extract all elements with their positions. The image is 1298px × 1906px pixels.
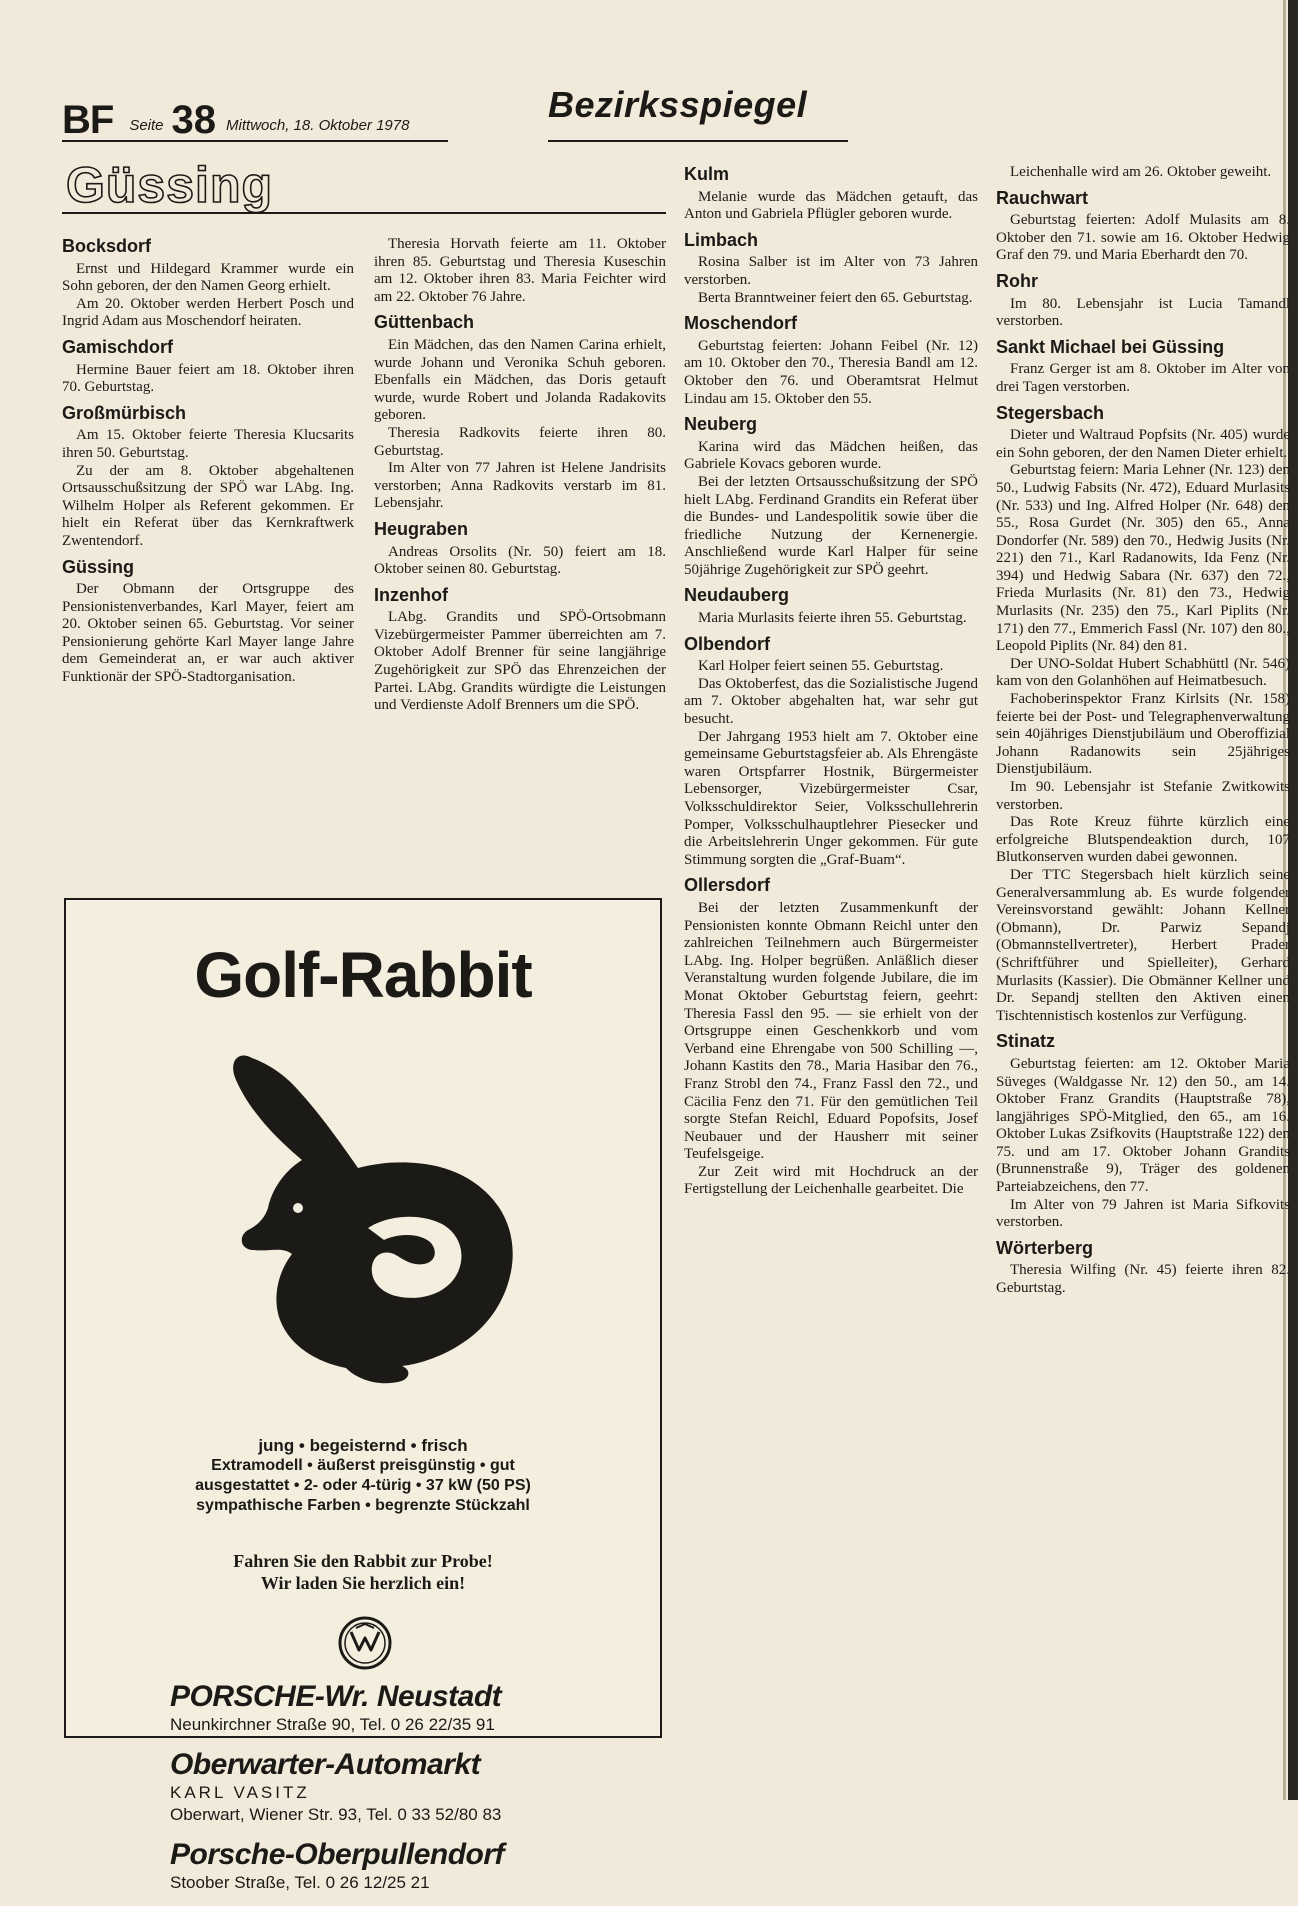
news-paragraph: Ernst und Hildegard Krammer wurde ein Sohn geboren, der den Namen Georg erhielt.: [62, 260, 354, 295]
village-heading-grossmuerbisch: Großmürbisch: [62, 402, 187, 423]
column-2: [374, 236, 666, 715]
village-heading-inzenhof: Inzenhof: [374, 584, 448, 605]
dealer-list: [170, 1680, 640, 1906]
news-paragraph: Rosina Salber ist im Alter von 73 Jahren verstorben.: [684, 254, 978, 288]
village-heading-kulm: Kulm: [684, 164, 729, 184]
column-4: [996, 164, 1290, 1298]
ad-cta-line: Fahren Sie den Rabbit zur Probe!: [233, 1551, 493, 1571]
header-rule: [62, 140, 448, 142]
news-paragraph: Das Rote Kreuz führte kürzlich eine erfolgreiche Blutspendeaktion durch, 107 Blutkonserven wurden dabei gewonnen.: [996, 814, 1290, 866]
news-paragraph: Der Jahrgang 1953 hielt am 7. Oktober eine gemeinsame Geburtstagsfeier ab. Als Ehrengäste waren Ortspfarrer Hostnik, Bürgermeister Lebensorger, Vizebürgermeister Csar, Volksschuldirektor Seier, Volksschullehrerin Pomper, Volksschulhauptlehrer Piesecker und die Arbeitslehrerin Unger gekommen. Für gute Stimmung sorgten die „Graf-Buam“.: [684, 728, 978, 868]
news-paragraph: Ein Mädchen, das den Namen Carina erhielt, wurde Johann und Veronika Schuh geboren. Ebenfalls ein Mädchen, das Doris getauft wurde, wurde Robert und Jolanda Radakovits geboren.: [374, 336, 666, 424]
news-paragraph: Der UNO-Soldat Hubert Schabhüttl (Nr. 546) kam von den Golanhöhen auf Heimatbesuch.: [996, 655, 1290, 690]
dealer-address: Stoober Straße, Tel. 0 26 12/25 21: [170, 1873, 430, 1892]
page-number: 38: [171, 98, 217, 142]
village-heading-gamischdorf: Gamischdorf: [62, 336, 174, 357]
dealer-name: Oberwarter-Automarkt: [170, 1748, 481, 1781]
news-paragraph: Theresia Wilfing (Nr. 45) feierte ihren 82. Geburtstag.: [996, 1262, 1290, 1297]
vw-logo-icon: [338, 1616, 392, 1670]
paper-logo: BF: [62, 98, 114, 142]
news-paragraph: LAbg. Grandits und SPÖ-Ortsobmann Vizebürgermeister Pammer überreichten am 7. Oktober Adolf Brenner für seine langjährige Zugehörigkeit zur SPÖ das Ehrenzeichen der Partei. LAbg. Grandits würdigte die Leistungen und Verdienste Adolf Brenners um die SPÖ.: [374, 609, 666, 714]
village-heading-rauchwart: Rauchwart: [996, 187, 1089, 208]
village-heading-guettenbach: Güttenbach: [374, 312, 475, 333]
news-paragraph: Karina wird das Mädchen heißen, das Gabriele Kovacs geboren wurde.: [684, 438, 978, 473]
news-paragraph: Das Oktoberfest, das die Sozialistische Jugend am 7. Oktober abgehalten hat, war sehr gut besucht.: [684, 675, 978, 728]
village-heading-guessing: Güssing: [62, 556, 135, 577]
village-heading-olbendorf: Olbendorf: [684, 633, 770, 654]
dealer-address: Neunkirchner Straße 90, Tel. 0 26 22/35 91: [170, 1715, 495, 1734]
ad-headline: Golf-Rabbit: [194, 939, 532, 1011]
news-paragraph: Zu der am 8. Oktober abgehaltenen Ortsausschußsitzung der SPÖ war LAbg. Ing. Wilhelm Holper als Referent gekommen. Er hielt ein Referat über das Kernkraftwerk Zwentendorf.: [62, 462, 354, 549]
dealer-entry: [170, 1748, 640, 1826]
ad-slogan: [66, 1436, 660, 1516]
news-paragraph: Karl Holper feiert seinen 55. Geburtstag.: [698, 658, 944, 675]
news-paragraph: Im Alter von 77 Jahren ist Helene Jandrisits verstorben; Anna Radkovits verstarb im 81. Lebensjahr.: [374, 460, 666, 512]
news-paragraph: Berta Branntweiner feiert den 65. Geburtstag.: [698, 289, 973, 306]
news-paragraph: Maria Murlasits feierte ihren 55. Geburtstag.: [698, 610, 967, 627]
news-paragraph: Bei der letzten Zusammenkunft der Pensionisten konnte Obmann Reichl unter den zahlreichen Teilnehmern auch Bürgermeister LAbg. Ing. Holper begrüßen. Anläßlich dieser Veranstaltung wurden folgende Jubilare, die im Monat Oktober Geburtstag feiern, geehrt: Theresia Fassl den 95. — sie erhielt von der Ortsgruppe einen Geschenkkorb und vom Verband eine Ehrengabe von 500 Schilling —, Johann Kastits den 78., Maria Hasibar den 76., Franz Strobl den 74., Franz Fassl den 72., und Cäcilia Fenz den 71. Für den gemütlichen Teil sorgte Stefan Reichl, Eduard Popofsits, Josef Neubauer und der Hausherr mit seiner Teufelsgeige.: [684, 899, 978, 1163]
district-rule: [62, 212, 666, 214]
news-paragraph: Theresia Radkovits feierte ihren 80. Geburtstag.: [374, 424, 666, 459]
village-heading-limbach: Limbach: [684, 229, 759, 250]
page-header: [62, 86, 409, 140]
village-heading-neudauberg: Neudauberg: [684, 585, 790, 606]
ad-call-to-action: [66, 1550, 660, 1594]
news-paragraph: Am 20. Oktober werden Herbert Posch und Ingrid Adam aus Moschendorf heiraten.: [62, 295, 354, 330]
section-title: Bezirksspiegel: [548, 84, 808, 125]
village-heading-woerterberg: Wörterberg: [996, 1237, 1094, 1258]
news-paragraph: Im Alter von 79 Jahren ist Maria Sifkovits verstorben.: [996, 1196, 1290, 1231]
village-heading-heugraben: Heugraben: [374, 518, 469, 539]
page-label: Seite: [129, 117, 164, 134]
news-paragraph: Hermine Bauer feiert am 18. Oktober ihren 70. Geburtstag.: [62, 361, 354, 396]
news-paragraph: Theresia Horvath feierte am 11. Oktober ihren 85. Geburtstag und Theresia Kuseschin am 12. Oktober ihren 83. Maria Feichter wird am 22. Oktober 76 Jahre.: [374, 236, 666, 305]
village-heading-bocksdorf: Bocksdorf: [62, 236, 152, 256]
ad-slogan-line: jung • begeisternd • frisch: [258, 1436, 468, 1455]
ad-slogan-line: Extramodell • äußerst preisgünstig • gut: [211, 1457, 515, 1474]
news-paragraph: Dieter und Waltraud Popfsits (Nr. 405) wurde ein Sohn geboren, der den Namen Dieter erhielt.: [996, 427, 1290, 461]
news-paragraph: Geburtstag feierten: am 12. Oktober Maria Süveges (Waldgasse Nr. 12) den 50., am 14. Oktober Franz Grandits (Hauptstraße 78), langjähriges SPÖ-Mitglied, den 65., am 16. Oktober Lukas Zsifkovits (Hauptstraße 122) den 75. und am 17. Oktober Johann Grandits (Brunnenstraße 9), Träger des goldenen Parteiabzeichens, den 77.: [996, 1055, 1290, 1196]
news-paragraph: Fachoberinspektor Franz Kirlsits (Nr. 158) feierte bei der Post- und Telegraphenverwaltung sein 40jähriges Dienstjubiläum und Oberoffizial Johann Radanowits sein 25jähriges Dienstjubiläum.: [996, 691, 1290, 778]
ad-cta-line: Wir laden Sie herzlich ein!: [260, 1573, 466, 1593]
ad-slogan-line: sympathische Farben • begrenzte Stückzahl: [196, 1497, 530, 1514]
news-paragraph: Zur Zeit wird mit Hochdruck an der Fertigstellung der Leichenhalle gearbeitet. Die: [684, 1163, 978, 1198]
village-heading-stegersbach: Stegersbach: [996, 402, 1105, 423]
village-heading-ollersdorf: Ollersdorf: [684, 875, 771, 896]
dealer-address: Oberwart, Wiener Str. 93, Tel. 0 33 52/80 83: [170, 1805, 502, 1824]
village-heading-moschendorf: Moschendorf: [684, 313, 798, 334]
village-heading-sankt-michael-bei-guessing: Sankt Michael bei Güssing: [996, 336, 1225, 357]
dealer-entry: [170, 1838, 640, 1894]
news-paragraph: Der TTC Stegersbach hielt kürzlich seine Generalversammlung ab. Es wurde folgender Vereinsvorstand gewählt: Johann Kellner (Obmann), Dr. Parwiz Sepandj (Obmannstellvertreter), Herbert Prader (Schriftführer und Spielleiter), Gerhard Murlasits (Kassier). Die Obmänner Kellner und Dr. Sepandj stellten den Aktiven einen Tischtennistisch kostenlos zur Verfügung.: [996, 866, 1290, 1024]
dealer-name: PORSCHE-Wr. Neustadt: [170, 1680, 502, 1713]
news-paragraph: Im 80. Lebensjahr ist Lucia Tamandl verstorben.: [996, 295, 1290, 330]
news-paragraph: Im 90. Lebensjahr ist Stefanie Zwitkowits verstorben.: [996, 779, 1290, 813]
news-paragraph: Am 15. Oktober feierte Theresia Klucsarits ihren 50. Geburtstag.: [62, 427, 354, 461]
column-1: [62, 236, 354, 687]
dealer-name: Porsche-Oberpullendorf: [170, 1838, 505, 1871]
village-heading-neuberg: Neuberg: [684, 414, 758, 435]
rabbit-icon: [198, 1040, 538, 1400]
dealer-owner: KARL VASITZ: [170, 1783, 310, 1802]
news-paragraph: Leichenhalle wird am 26. Oktober geweiht.: [1010, 164, 1272, 180]
news-paragraph: Andreas Orsolits (Nr. 50) feiert am 18. Oktober seinen 80. Geburtstag.: [374, 543, 666, 578]
section-rule: [548, 140, 848, 142]
district-logo: Güssing: [66, 157, 274, 213]
issue-date: Mittwoch, 18. Oktober 1978: [226, 117, 410, 134]
news-paragraph: Franz Gerger ist am 8. Oktober im Alter von drei Tagen verstorben.: [996, 361, 1290, 395]
dealer-entry: [170, 1680, 640, 1736]
news-paragraph: Geburtstag feierten: Adolf Mulasits am 8. Oktober den 71. sowie am 16. Oktober Hedwig Graf den 79. und Maria Eberhardt den 70.: [996, 212, 1290, 264]
village-heading-rohr: Rohr: [996, 270, 1038, 291]
ad-slogan-line: ausgestattet • 2- oder 4-türig • 37 kW (50 PS): [195, 1477, 531, 1494]
news-paragraph: Melanie wurde das Mädchen getauft, das Anton und Gabriela Pflügler geboren wurde.: [684, 188, 978, 223]
village-heading-stinatz: Stinatz: [996, 1031, 1056, 1052]
news-paragraph: Geburtstag feiern: Maria Lehner (Nr. 123) den 50., Ludwig Fabsits (Nr. 472), Eduard Murlasits (Nr. 533) und Ing. Alfred Holper (Nr. 648) den 55., Rosa Gurdet (Nr. 305) den 65., Anna Dondorfer (Nr. 589) den 70., Hedwig Jusits (Nr. 221) den 71., Karl Radanowits, Ida Fenz (Nr. 394) und Hedwig Sabara (Nr. 637) den 72., Frieda Murlasits (Nr. 81) den 73., Hedwig Murlasits (Nr. 235) den 75., Karl Piplits (Nr. 171) den 77., Emmerich Fassl (Nr. 107) den 80., Leopold Piplits (Nr. 84) den 81.: [996, 462, 1290, 655]
column-3: [684, 164, 978, 1199]
news-paragraph: Bei der letzten Ortsausschußsitzung der SPÖ hielt LAbg. Ferdinand Grandits ein Referat über die Bundes- und Landespolitik sowie über die friedliche Nutzung der Kernenergie. Anschließend wurde Karl Halper für seine 50jährige Zugehörigkeit zur SPÖ geehrt.: [684, 473, 978, 578]
news-paragraph: Geburtstag feierten: Johann Feibel (Nr. 12) am 10. Oktober den 70., Theresia Bandl am 12. Oktober den 76. und Oberamtsrat Helmut Lindau am 15. Oktober den 55.: [684, 337, 978, 407]
advertisement: [64, 898, 662, 1892]
news-paragraph: Der Obmann der Ortsgruppe des Pensionistenverbandes, Karl Mayer, feiert am 20. Oktober seinen 65. Geburtstag. Vor seiner Pensionierung gehörte Karl Mayer lange Jahre dem Gemeinderat an, er war auch aktiver Funktionär der SPÖ-Stadtorganisation.: [62, 581, 354, 686]
